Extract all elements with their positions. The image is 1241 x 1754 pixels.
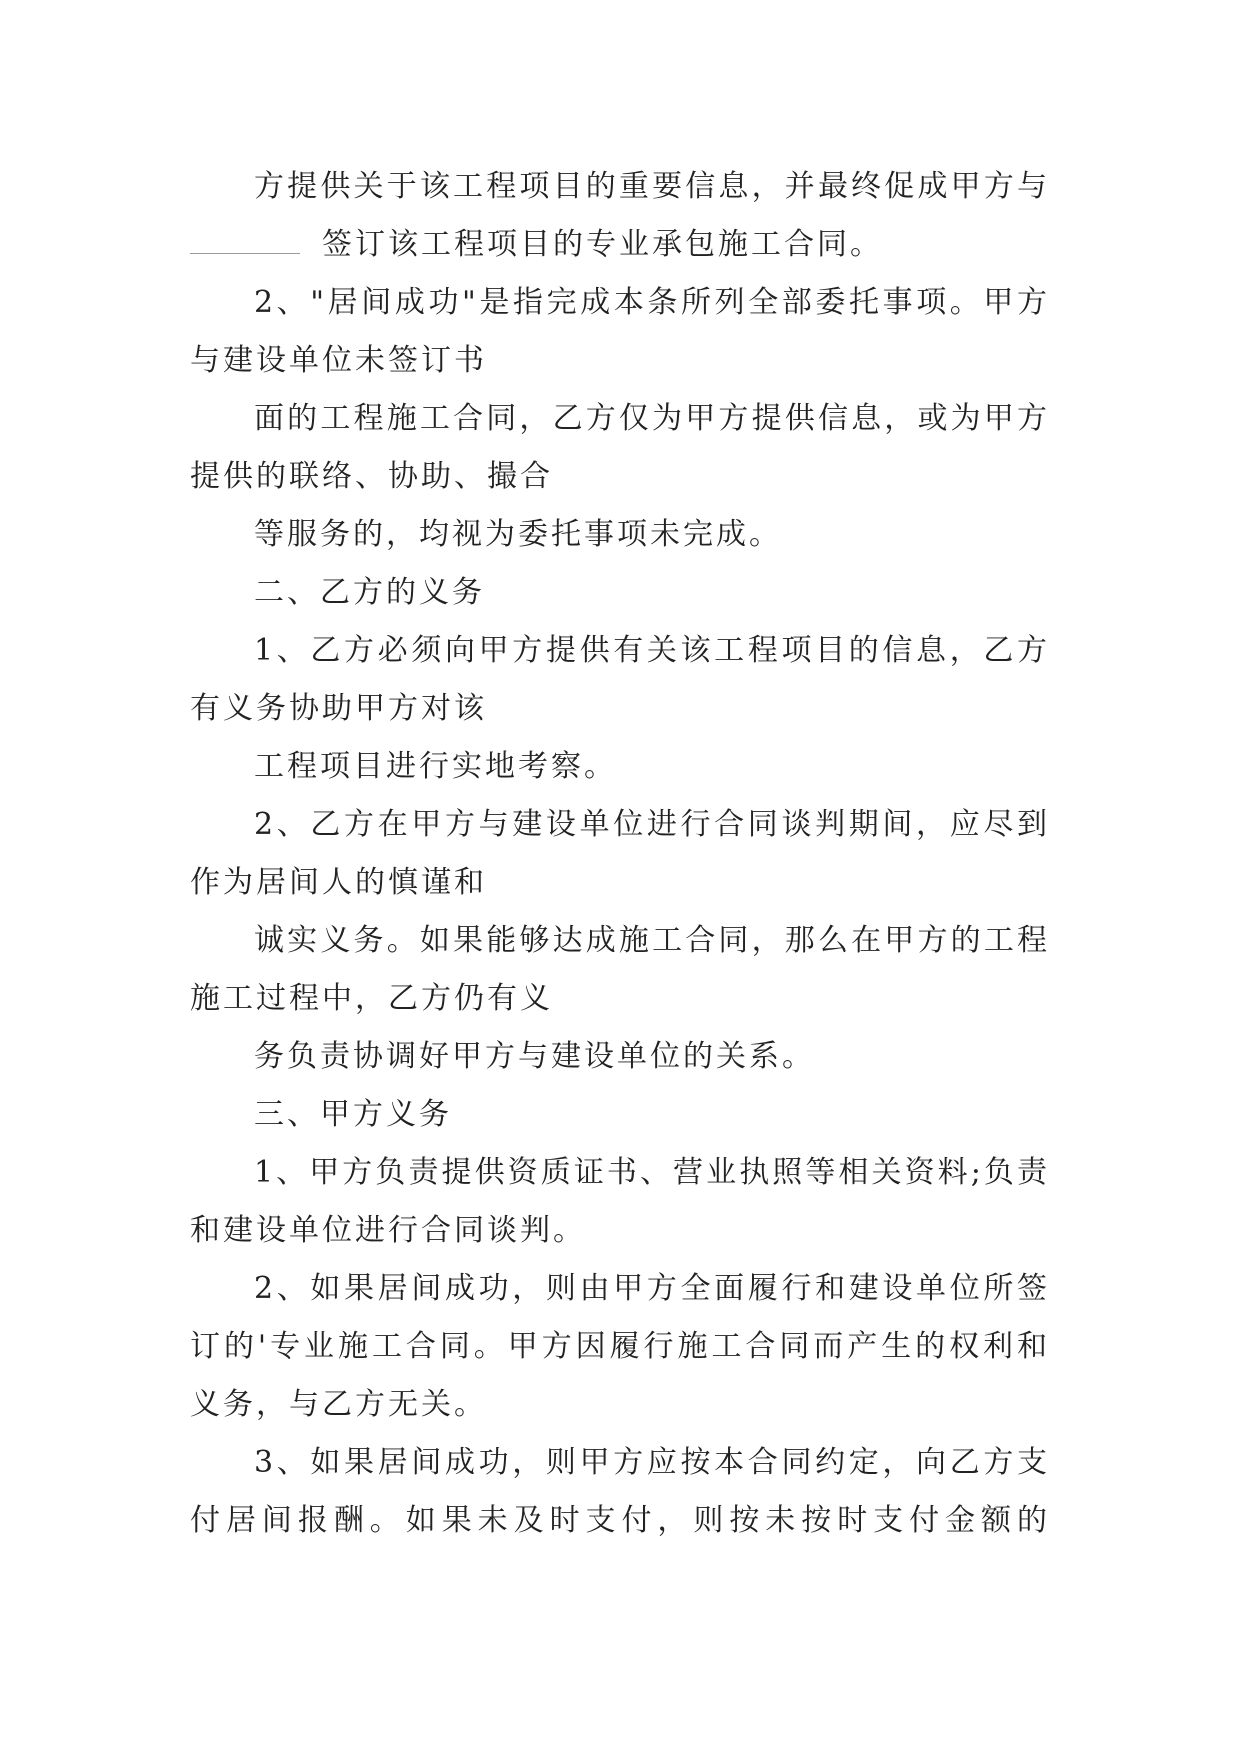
text-line: 作为居间人的慎谨和 bbox=[190, 865, 487, 900]
text-line: 有义务协助甲方对该 bbox=[190, 691, 487, 726]
fill-in-blank bbox=[190, 227, 300, 254]
text-line: 方提供关于该工程项目的重要信息，并最终促成甲方与 bbox=[254, 169, 1050, 204]
text-line: 1、乙方必须向甲方提供有关该工程项目的信息，乙方 bbox=[254, 633, 1050, 668]
text-line: 和建设单位进行合同谈判。 bbox=[190, 1213, 586, 1248]
text-line: 诚实义务。如果能够达成施工合同，那么在甲方的工程 bbox=[254, 923, 1050, 958]
text-line bbox=[190, 216, 1050, 274]
text-line-content: 签订该工程项目的专业承包施工合同。 bbox=[322, 227, 883, 262]
text-line: 2、乙方在甲方与建设单位进行合同谈判期间，应尽到 bbox=[254, 807, 1050, 842]
text-line: 与建设单位未签订书 bbox=[190, 343, 487, 378]
text-line: 1、甲方负责提供资质证书、营业执照等相关资料;负责 bbox=[254, 1155, 1050, 1190]
text-line: 3、如果居间成功，则甲方应按本合同约定，向乙方支 bbox=[254, 1445, 1050, 1480]
text-line: 务负责协调好甲方与建设单位的关系。 bbox=[254, 1039, 815, 1074]
text-line: 付居间报酬。如果未及时支付，则按未按时支付金额的 bbox=[190, 1503, 1050, 1538]
text-line: 工程项目进行实地考察。 bbox=[254, 749, 617, 784]
section-heading: 二、乙方的义务 bbox=[254, 575, 485, 610]
text-line: 2、"居间成功"是指完成本条所列全部委托事项。甲方 bbox=[254, 285, 1050, 320]
text-line: 等服务的，均视为委托事项未完成。 bbox=[254, 517, 782, 552]
text-line: 2、如果居间成功，则由甲方全面履行和建设单位所签 bbox=[254, 1271, 1050, 1306]
text-line: 义务，与乙方无关。 bbox=[190, 1387, 487, 1422]
section-heading: 三、甲方义务 bbox=[254, 1097, 452, 1132]
text-line: 订的'专业施工合同。甲方因履行施工合同而产生的权利和 bbox=[190, 1329, 1050, 1364]
document-body bbox=[190, 158, 1050, 1550]
text-line: 施工过程中，乙方仍有义 bbox=[190, 981, 553, 1016]
text-line: 提供的联络、协助、撮合 bbox=[190, 459, 553, 494]
text-line: 面的工程施工合同，乙方仅为甲方提供信息，或为甲方 bbox=[254, 401, 1050, 436]
